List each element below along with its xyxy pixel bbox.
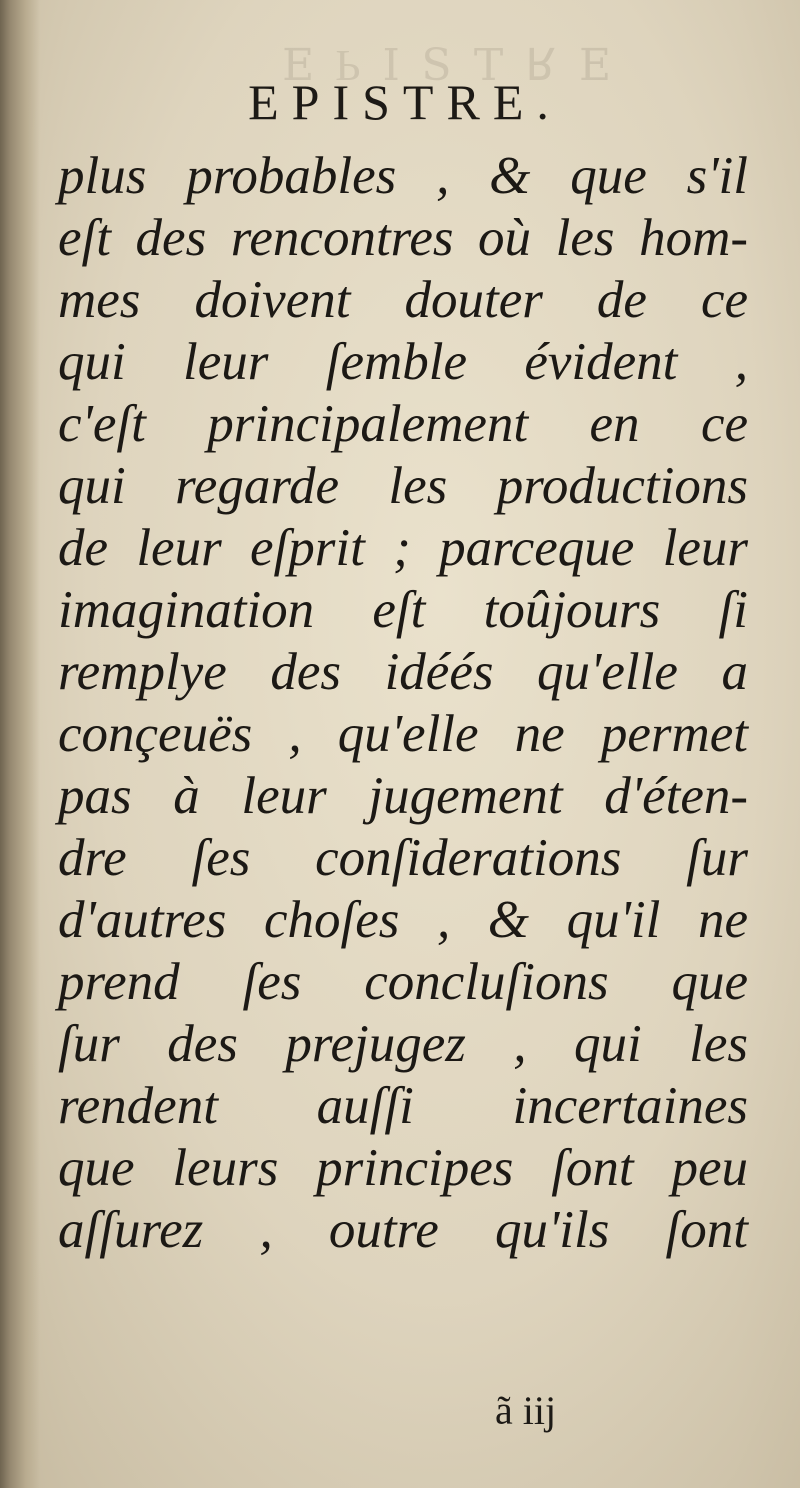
body-text: [58, 145, 748, 1261]
text-line: dre ſes conſiderations ſur: [58, 829, 748, 887]
text-line: de leur eſprit ; parceque leur: [58, 519, 748, 577]
text-line: qui leur ſemble évident ,: [58, 333, 748, 391]
text-line: prend ſes concluſions que: [58, 953, 748, 1011]
text-line: rendent auſſi incertaines: [58, 1077, 748, 1135]
text-line: qui regarde les productions: [58, 457, 748, 515]
text-line: que leurs principes ſont peu: [58, 1139, 748, 1197]
text-line: mes doivent douter de ce: [58, 271, 748, 329]
text-line: eſt des rencontres où les hom-: [58, 209, 748, 267]
text-line: conçeuës , qu'elle ne permet: [58, 705, 748, 763]
text-line: ſur des prejugez , qui les: [58, 1015, 748, 1073]
signature-mark: ã iij: [495, 1388, 557, 1433]
page-gutter-shadow: [0, 0, 40, 1488]
bleed-through-decoration: ƎꓤTƧIԀƎ: [259, 40, 610, 91]
text-line: d'autres choſes , & qu'il ne: [58, 891, 748, 949]
text-line: imagination eſt toûjours ſi: [58, 581, 748, 639]
text-line: c'eſt principalement en ce: [58, 395, 748, 453]
text-line: plus probables , & que s'il: [58, 147, 748, 205]
text-line: aſſurez , outre qu'ils ſont: [58, 1201, 748, 1259]
running-header: EPISTRE.: [248, 74, 562, 130]
text-line: remplye des idéés qu'elle a: [58, 643, 748, 701]
text-line: pas à leur jugement d'éten-: [58, 767, 748, 825]
